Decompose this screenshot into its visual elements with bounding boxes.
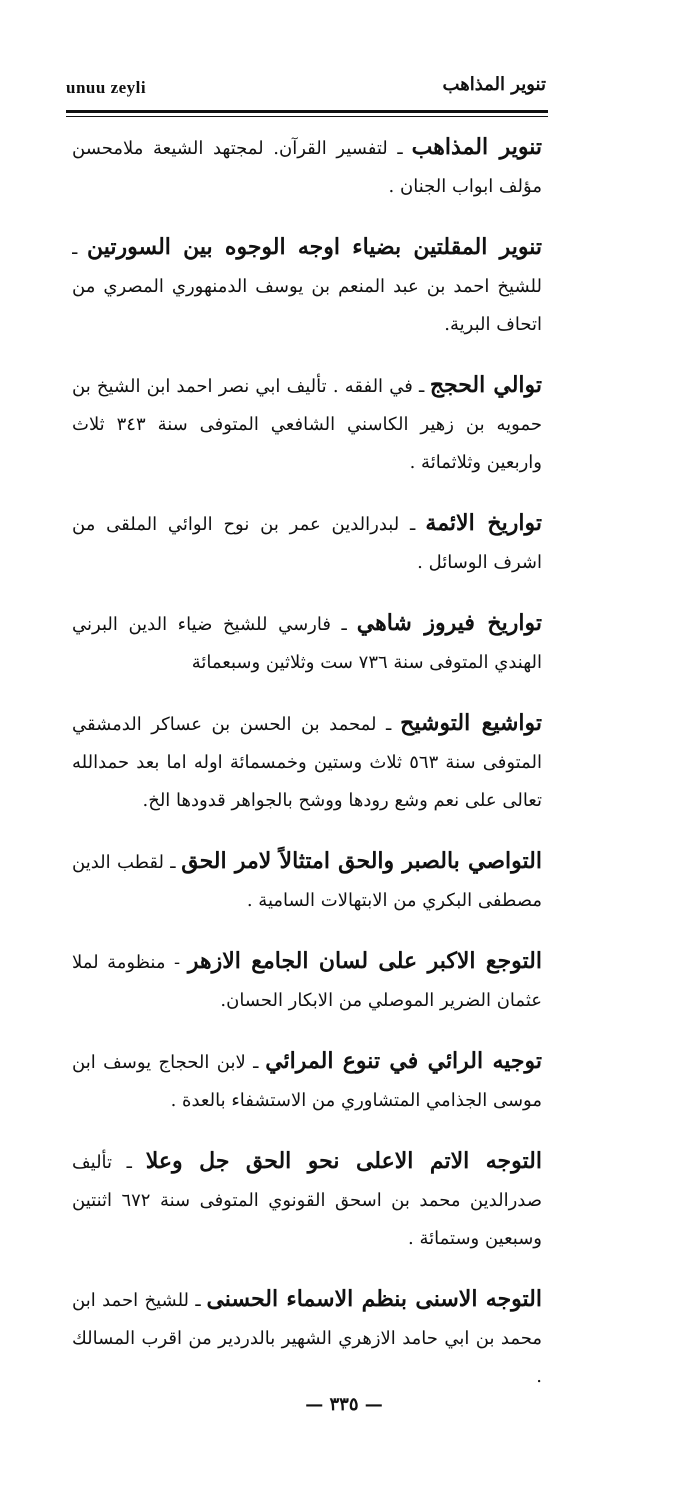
entry-line [72,1280,542,1396]
entry-text: ـ للشيخ احمد بن عبد المنعم بن يوسف الدمنهوري المصري من اتحاف البرية. [72,238,542,335]
header-rule-thin [66,116,548,117]
entry-text: ـ لمحمد بن الحسن بن عساكر الدمشقي المتوفى سنة ٥٦٣ ثلاث وستين وخمسمائة اوله اما بعد حمدالله تعالى على نعم وشع رودها ووشح بالجواهر قدودها الخ. [72,714,542,811]
entry-headword: التواصي بالصبر والحق امتثالاً لامر الحق [181,848,542,874]
entry-text: ـ لبدرالدين عمر بن نوح الوائي الملقى من اشرف الوسائل . [72,514,542,573]
entry-line [72,1042,542,1120]
entry-headword: التوجه الاتم الاعلى نحو الحق جل وعلا [145,1148,542,1174]
entry-text: ـ في الفقه . تأليف ابي نصر احمد ابن الشيخ بن حمويه بن زهير الكاسني الشافعي المتوفى سنة ٣٤٣ ثلاث واربعين وثلاثمائة . [72,376,542,473]
entry-text: ـ فارسي للشيخ ضياء الدين البرني الهندي المتوفى سنة ٧٣٦ ست وثلاثين وسبعمائة [72,614,542,673]
dictionary-entry [72,842,542,920]
entry-text: ـ لابن الحجاج يوسف ابن موسى الجذامي المتشاوري من الاستشفاء بالعدة . [72,1052,542,1111]
entry-headword: توالي الحجج [429,372,542,398]
dictionary-entry [72,228,542,344]
entry-line [72,366,542,482]
header-left-title: unuu zeyli [66,78,147,97]
entry-headword: توجيه الرائي في تنوع المرائي [265,1048,542,1074]
entry-text: ـ لتفسير القرآن. لمجتهد الشيعة ملامحسن مؤلف ابواب الجنان . [72,138,542,197]
entry-line [72,942,542,1020]
entry-headword: التوجع الاكبر على لسان الجامع الازهر [187,948,542,974]
entry-line [72,1142,542,1258]
dictionary-entry [72,1280,542,1396]
entry-text: ـ تأليف صدرالدين محمد بن اسحق القونوي المتوفى سنة ٦٧٢ اثنتين وسبعين وستمائة . [72,1152,542,1249]
entry-headword: تواشيع التوشيح [400,710,542,736]
entry-headword: تواريخ فيروز شاهي [356,610,542,636]
dictionary-entry [72,128,542,206]
dictionary-entries [72,128,542,1418]
entry-text: ـ لقطب الدين مصطفى البكري من الابتهالات السامية . [72,852,542,911]
entry-line [72,128,542,206]
entry-line [72,504,542,582]
header-rule-thick [66,110,548,113]
entry-headword: تنوير المقلتين بضياء اوجه الوجوه بين السورتين [86,234,542,260]
entry-text: ـ للشيخ احمد ابن محمد بن ابي حامد الازهري الشهير بالدردير من اقرب المسالك . [72,1290,542,1387]
entry-headword: التوجه الاسنى بنظم الاسماء الحسنى [206,1286,542,1312]
entry-headword: تواريخ الائمة [425,510,542,536]
dictionary-entry [72,604,542,682]
dictionary-entry [72,1042,542,1120]
entry-text: - منظومة لملا عثمان الضرير الموصلي من الابكار الحسان. [72,952,542,1011]
entry-line [72,604,542,682]
dictionary-entry [72,504,542,582]
running-header [66,74,546,102]
entry-line [72,704,542,820]
entry-headword: تنوير المذاهب [411,134,542,160]
dictionary-entry [72,704,542,820]
dictionary-entry [72,942,542,1020]
header-right-title: تنوير المذاهب [442,74,546,95]
entry-line [72,842,542,920]
dictionary-entry [72,366,542,482]
dictionary-entry [72,1142,542,1258]
page-number: — ٣٣٥ — [305,1394,383,1415]
entry-line [72,228,542,344]
